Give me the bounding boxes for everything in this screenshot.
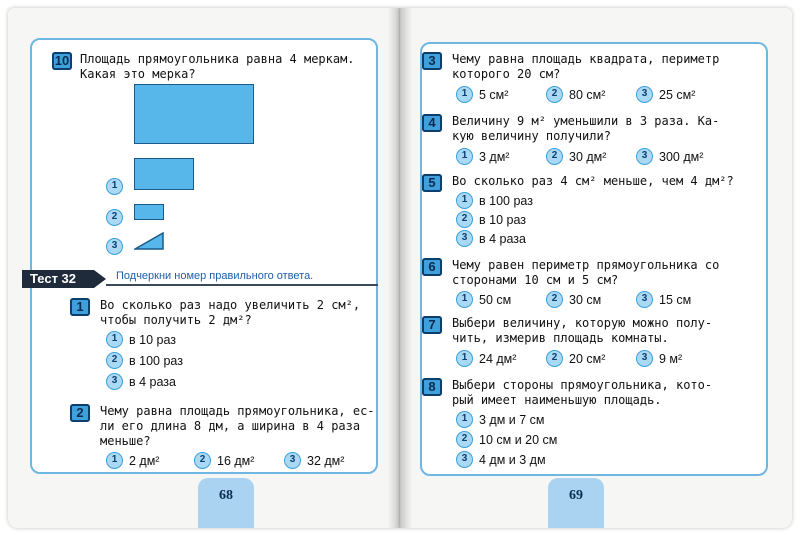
question-6-option-2[interactable]	[546, 291, 601, 308]
question-10-option-1[interactable]	[106, 178, 123, 195]
question-3-line-1: Чему равна площадь квадрата, периметр	[452, 52, 720, 66]
question-5-option-1[interactable]	[456, 192, 533, 209]
question-4-option-1[interactable]	[456, 148, 509, 165]
question-6-line-2: сторонами 10 см и 5 см?	[452, 273, 619, 287]
option-text: в 4 раза	[479, 231, 526, 246]
question-7-line-1: Выбери величину, которую можно полу-	[452, 316, 713, 330]
question-8-line-1: Выбери стороны прямоугольника, кото-	[452, 378, 713, 392]
book-spine-shadow	[388, 8, 412, 528]
option-number-badge: 2	[106, 209, 123, 226]
question-5-option-3[interactable]	[456, 230, 526, 247]
question-1-line-1: Во сколько раз надо увеличить 2 см²,	[100, 298, 361, 312]
option-number-badge: 1	[106, 452, 123, 469]
right-page	[400, 8, 792, 528]
option-number-badge: 2	[546, 291, 563, 308]
option-text: 30 см	[569, 292, 602, 307]
option-text: 32 дм²	[307, 453, 345, 468]
option-text: 3 дм и 7 см	[479, 412, 545, 427]
question-2-option-3[interactable]	[284, 452, 344, 469]
question-8-option-3[interactable]	[456, 451, 546, 468]
test-divider-line	[106, 284, 378, 286]
option-number-badge: 1	[456, 411, 473, 428]
option-text: 16 дм²	[217, 453, 255, 468]
option-number-badge: 3	[636, 148, 653, 165]
question-1-option-3[interactable]	[106, 373, 176, 390]
option-number-badge: 1	[106, 178, 123, 195]
question-6-option-3[interactable]	[636, 291, 691, 308]
option-number-badge: 2	[194, 452, 211, 469]
question-6-option-1[interactable]	[456, 291, 511, 308]
question-1-line-2: чтобы получить 2 дм²?	[100, 313, 252, 327]
question-5-line-1: Во сколько раз 4 см² меньше, чем 4 дм²?	[452, 174, 734, 188]
option-text: 9 м²	[659, 351, 683, 366]
option-text: в 10 раз	[479, 212, 526, 227]
option-number-badge: 2	[546, 148, 563, 165]
option-number-badge: 1	[456, 192, 473, 209]
question-8-line-2: рый имеет наименьшую площадь.	[452, 393, 662, 407]
option-number-badge: 1	[456, 148, 473, 165]
option-text: 4 дм и 3 дм	[479, 452, 546, 467]
option-text: 10 см и 20 см	[479, 432, 558, 447]
option-number-badge: 3	[636, 86, 653, 103]
test-label-arrow	[94, 270, 106, 288]
option-number-badge: 3	[106, 238, 123, 255]
option-number-badge: 3	[456, 451, 473, 468]
test-label: Тест 32	[22, 270, 94, 288]
option-text: 15 см	[659, 292, 692, 307]
option-number-badge: 1	[106, 331, 123, 348]
option-number-badge: 3	[284, 452, 301, 469]
option-text: 24 дм²	[479, 351, 517, 366]
question-4-line-2: кую величину получили?	[452, 129, 611, 143]
option-number-badge: 2	[456, 431, 473, 448]
page-number-tab: 69	[548, 478, 604, 528]
question-3-line-2: которого 20 см?	[452, 67, 561, 81]
medium-rectangle-figure	[134, 158, 194, 190]
question-10-line-1: Площадь прямоугольника равна 4 меркам.	[80, 52, 355, 66]
question-2-line-1: Чему равна площадь прямоугольника, ес-	[100, 404, 375, 418]
option-number-badge: 3	[636, 291, 653, 308]
question-3-option-1[interactable]	[456, 86, 508, 103]
option-number-badge: 2	[546, 350, 563, 367]
small-rectangle-figure	[134, 204, 164, 220]
question-5-option-2[interactable]	[456, 211, 526, 228]
option-text: 50 см	[479, 292, 512, 307]
question-3-option-2[interactable]	[546, 86, 605, 103]
option-number-badge: 1	[456, 291, 473, 308]
question-2-option-2[interactable]	[194, 452, 254, 469]
question-6-line-1: Чему равен периметр прямоугольника со	[452, 258, 720, 272]
question-10-option-3[interactable]	[106, 238, 123, 255]
question-2-line-3: меньше?	[100, 434, 151, 448]
option-number-badge: 3	[636, 350, 653, 367]
question-8-option-2[interactable]	[456, 431, 557, 448]
question-1-option-1[interactable]	[106, 331, 176, 348]
option-number-badge: 2	[106, 352, 123, 369]
triangle-figure	[134, 232, 164, 250]
question-8-option-1[interactable]	[456, 411, 545, 428]
question-2-option-1[interactable]	[106, 452, 159, 469]
option-text: 80 см²	[569, 87, 606, 102]
question-10-option-2[interactable]	[106, 209, 123, 226]
option-number-badge: 3	[456, 230, 473, 247]
option-text: в 100 раз	[479, 193, 533, 208]
option-number-badge: 3	[106, 373, 123, 390]
left-page	[8, 8, 400, 528]
question-7-option-3[interactable]	[636, 350, 682, 367]
option-number-badge: 2	[546, 86, 563, 103]
open-workbook	[8, 8, 792, 532]
question-number-8: 8	[422, 378, 442, 396]
test-instruction: Подчеркни номер правильного ответа.	[116, 270, 314, 282]
option-text: в 10 раз	[129, 332, 176, 347]
option-number-badge: 2	[456, 211, 473, 228]
option-text: 5 см²	[479, 87, 509, 102]
option-number-badge: 1	[456, 86, 473, 103]
question-3-option-3[interactable]	[636, 86, 695, 103]
option-text: 300 дм²	[659, 149, 704, 164]
big-rectangle-figure	[134, 84, 254, 144]
question-number-3: 3	[422, 52, 442, 70]
question-10-line-2: Какая это мерка?	[80, 67, 196, 81]
option-text: в 4 раза	[129, 374, 176, 389]
option-number-badge: 1	[456, 350, 473, 367]
question-7-option-1[interactable]	[456, 350, 516, 367]
option-text: в 100 раз	[129, 353, 183, 368]
question-number-1: 1	[70, 298, 90, 316]
question-2-line-2: ли его длина 8 дм, а ширина в 4 раза	[100, 419, 361, 433]
option-text: 30 дм²	[569, 149, 607, 164]
question-4-line-1: Величину 9 м² уменьшили в 3 раза. Ка-	[452, 114, 720, 128]
question-1-option-2[interactable]	[106, 352, 183, 369]
option-text: 2 дм²	[129, 453, 160, 468]
test-header	[22, 270, 378, 288]
page-number-tab: 68	[198, 478, 254, 528]
question-4-option-3[interactable]	[636, 148, 703, 165]
question-number-7: 7	[422, 316, 442, 334]
question-7-line-2: чить, измерив площадь комнаты.	[452, 331, 669, 345]
option-text: 25 см²	[659, 87, 696, 102]
option-text: 20 см²	[569, 351, 606, 366]
question-number-10: 10	[52, 52, 72, 70]
question-number-5: 5	[422, 174, 442, 192]
question-number-6: 6	[422, 258, 442, 276]
question-7-option-2[interactable]	[546, 350, 605, 367]
option-text: 3 дм²	[479, 149, 510, 164]
question-number-4: 4	[422, 114, 442, 132]
question-4-option-2[interactable]	[546, 148, 606, 165]
question-number-2: 2	[70, 404, 90, 422]
